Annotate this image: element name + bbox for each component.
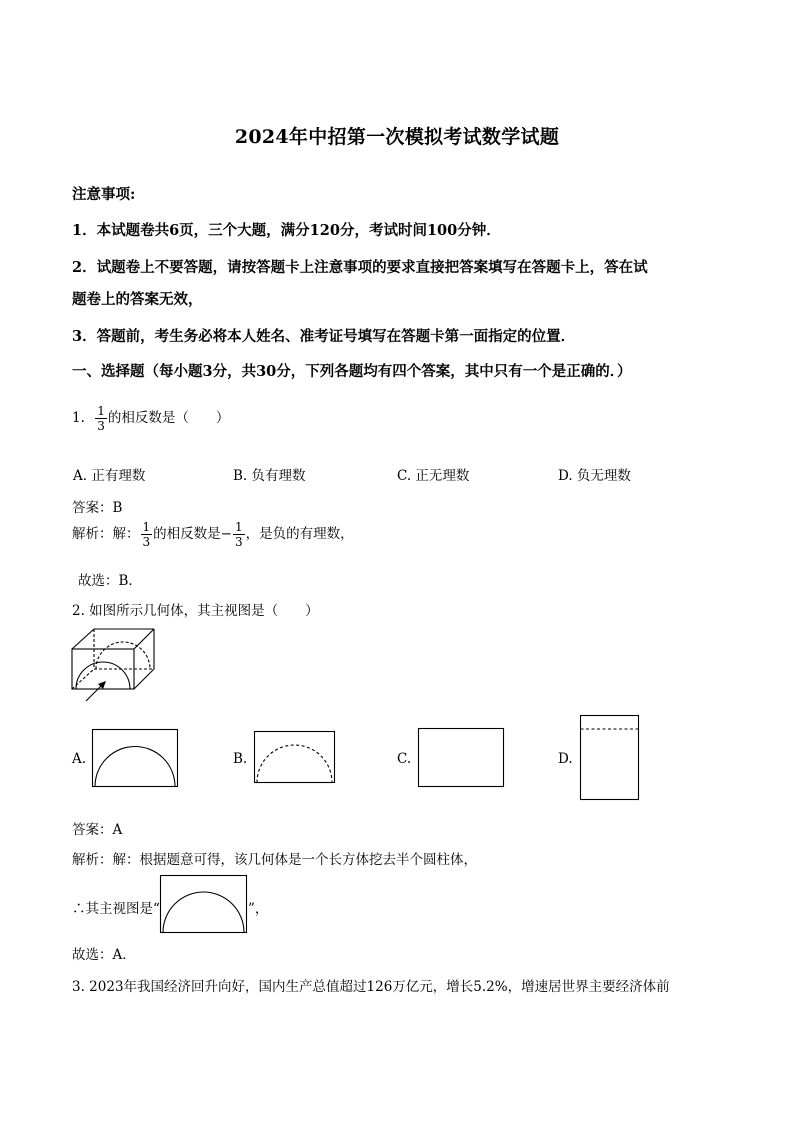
q1-option-c: C. 正无理数 [397,468,470,484]
q1-option-a: A. 正有理数 [73,468,146,484]
q2-option-d-label: D. [558,751,573,767]
q2-option-b-label: B. [233,751,248,767]
q1-conclusion: 故选：B． [78,573,142,589]
question-1 [72,404,229,433]
question-2-stem: 2. 如图所示几何体，其主视图是（ ） [72,603,319,619]
q1-analysis: 解析：解： $\frac{1}{3}$ 的相反数是− $\frac{1}{3}$ ，是负的有理数， [72,520,354,549]
q1-option-d: D. 负无理数 [558,468,631,484]
q1-option-b: B. 负有理数 [233,468,306,484]
note-item-3: 3．答题前，考生务必将本人姓名、准考证号填写在答题卡第一面指定的位置． [72,328,576,345]
q2-option-c-figure [418,728,504,787]
fraction-one-third: $\frac{1}{3}$ [142,520,151,549]
question-1-stem: 的相反数是（ ） [107,410,230,426]
section-heading: 一、选择题（每小题3分，共30分，下列各题均有四个答案，其中只有一个是正确的．） [72,363,632,380]
notes-heading: 注意事项: [72,186,136,203]
q2-conclusion: 故选：A． [72,947,136,963]
q2-option-d-figure [580,715,639,800]
q2-option-a-label: A. [72,751,87,767]
fraction-one-third: $\frac{1}{3}$ [234,520,243,549]
q1-answer: 答案：B [72,500,123,516]
q2-therefore-suffix: ”， [248,901,269,917]
q2-option-c-label: C. [397,751,412,767]
question-1-number: 1. [72,410,85,426]
note-item-2-line2: 题卷上的答案无效， [72,291,203,308]
q2-answer-figure [160,875,247,933]
q2-therefore-prefix: ∴其主视图是“ [72,901,160,917]
note-item-1: 1．本试题卷共6页，三个大题，满分120分，考试时间100分钟． [72,222,501,239]
q2-option-b-figure [254,731,335,783]
q2-answer: 答案：A [72,822,123,838]
q2-option-a-figure [92,729,178,787]
solid-figure [68,627,160,705]
note-item-2-line1: 2．试题卷上不要答题，请按答题卡上注意事项的要求直接把答案填写在答题卡上，答在试 [72,259,648,276]
fraction-one-third: $\frac{1}{3}$ [97,404,105,433]
question-3-stem: 3. 2023年我国经济回升向好，国内生产总值超过126万亿元，增长5.2%，增速居世界主要经济体前 [72,979,670,995]
q2-analysis: 解析：解：根据题意可得，该几何体是一个长方体挖去半个圆柱体， [72,852,477,868]
page-title: 2024年中招第一次模拟考试数学试题 [234,126,560,148]
